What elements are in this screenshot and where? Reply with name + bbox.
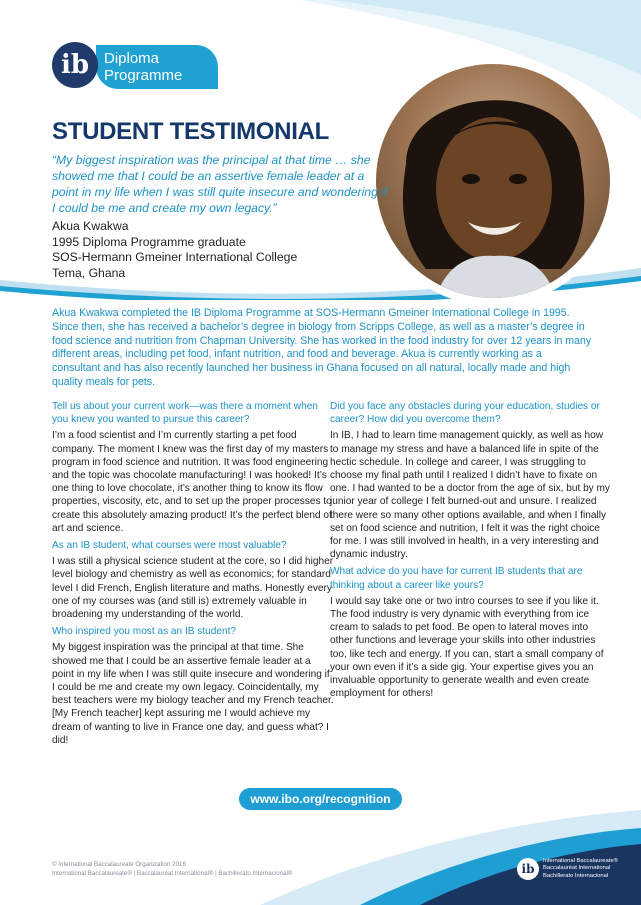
- brand-line-3: Bachillerato Internacional: [543, 872, 609, 879]
- question-heading: Did you face any obstacles during your education, studies or career? How did you overcome them?: [330, 401, 600, 426]
- answer-text: I was still a physical science student at the core, so I did higher level biology and chemistry as well as economics; for standard level I did French, English literature and maths. Honestly every one of my courses was (and still is) extremely valuable in broadening my understanding of the world.: [52, 556, 334, 621]
- portrait-photo: [376, 64, 610, 298]
- question-heading: Tell us about your current work—was there a moment when you knew you wanted to pursue this career?: [52, 401, 318, 426]
- copyright: [52, 861, 292, 878]
- programme-line-1: Diploma: [104, 50, 160, 67]
- answer-text: I would say take one or two intro courses to see if you like it. The food industry is very dynamic with everything from ice cream to salads to pet food. Be open to lateral moves into other functions and leverage your skills into other industries too, like tech and energy. If you can, start a small company of your own even if it’s a side gig. Your expertise gives you an invaluable opportunity to generate wealth and even create employment for others!: [330, 595, 604, 700]
- graduate-year: 1995 Diploma Programme graduate: [52, 234, 246, 249]
- ib-footer-logo: ib: [517, 858, 539, 880]
- brand-line-1: International Baccalaureate®: [543, 858, 618, 864]
- recognition-link[interactable]: www.ibo.org/recognition: [239, 788, 402, 810]
- left-column: [52, 400, 334, 751]
- answer-text: In IB, I had to learn time management quickly, as well as how to manage my stress and have a balanced life in spite of the hectic schedule. In college and career, I was struggling to choose my final path until I realized I didn’t have to fixate on one. I had wanted to be a doctor from the age of six, but by my junior year of college I felt burned-out and unsure. I realized there were so many other options available, and when I finally set on food science and nutrition, I felt it was the right choice for me. I was still involved in health, in a very interesting and dynamic industry.: [330, 430, 610, 561]
- question-heading: What advice do you have for current IB students that are thinking about a career like yours?: [330, 566, 583, 591]
- answer-text: I’m a food scientist and I’m currently starting a pet food company. The moment I knew was the first day of my masters program in food science and nutrition. It was food engineering and the topic was chocolate manufacturing! I was hooked! It’s one thing to love chocolate, it’s another thing to know its flow properties, viscosity, etc, and to set up the proper processes to create this absolutely amazing product! It’s the perfect blend of art and science.: [52, 430, 332, 534]
- question-heading: As an IB student, what courses were most valuable?: [52, 540, 287, 552]
- copyright-line-2: International Baccalaureate® | Baccalauréat International® | Bachillerato Internacional®: [52, 869, 293, 877]
- question-heading: Who inspired you most as an IB student?: [52, 626, 237, 638]
- student-name: Akua Kwakwa: [52, 219, 129, 233]
- right-column: [330, 400, 612, 704]
- copyright-line-1: © International Baccalaureate Organization 2016: [52, 861, 186, 868]
- intro-paragraph: Akua Kwakwa completed the IB Diploma Programme at SOS-Hermann Gmeiner International College in 1995. Since then, she has received a bachelor’s degree in biology from Scripps College, as well as a master’s degree in food science and nutrition from Chapman University. She has worked in the food industry for over 12 years in many different areas, including pet food, infant nutrition, and food and beverage. Akua is currently working as a consultant and has also recently launched her business in Ghana focused on all natural, locally made and high quality meals for pets.: [52, 307, 592, 388]
- programme-name: [104, 50, 182, 84]
- ib-logo: ib: [52, 42, 98, 88]
- school-name: SOS-Hermann Gmeiner International College: [52, 250, 298, 264]
- brand-line-2: Baccalauréat International: [543, 865, 611, 872]
- pull-quote: “My biggest inspiration was the principal at that time … she showed me that I could be an assertive female leader at a point in my life when I was still quite insecure and wondering if I could be me and create my own legacy.”: [52, 153, 388, 215]
- programme-line-2: Programme: [104, 67, 183, 84]
- page-title: STUDENT TESTIMONIAL: [52, 118, 329, 145]
- footer-brand: [543, 858, 618, 880]
- portrait-illustration: [376, 64, 610, 298]
- answer-text: My biggest inspiration was the principal at that time. She showed me that I could be an assertive female leader at a point in my life when I was still quite insecure and wondering if I could be me and create my own legacy. Coincidentally, my best teachers were my biology teacher and my French teacher. [My French teacher] kept assuring me I would achieve my dream of wanting to live in France one day, and guess what? I did!: [52, 642, 334, 746]
- attribution: [52, 219, 352, 281]
- school-location: Tema, Ghana: [52, 265, 126, 280]
